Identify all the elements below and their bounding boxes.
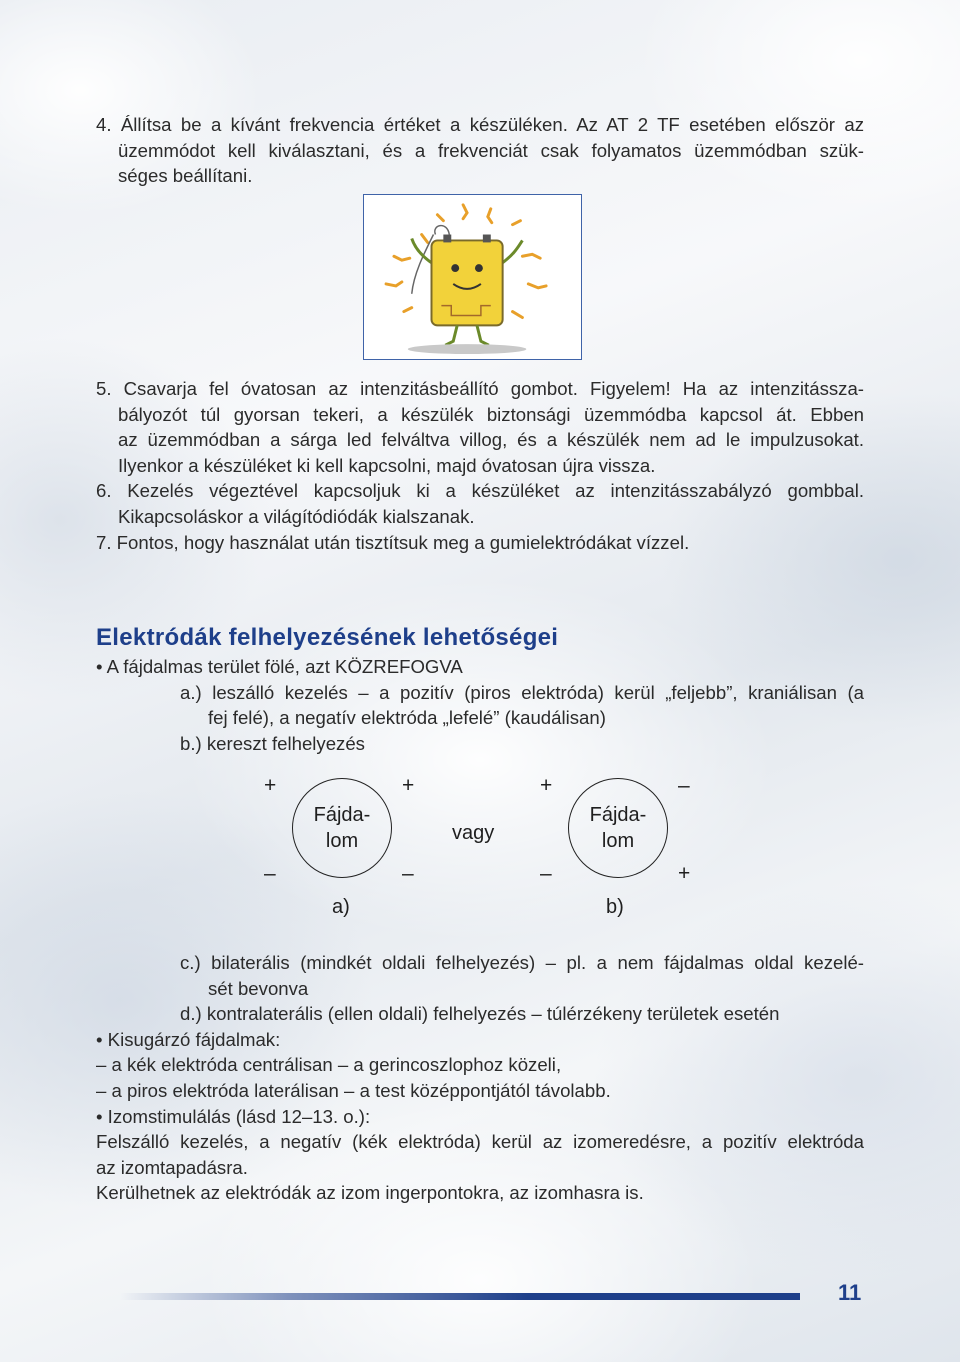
- bullet-muscle-stimulation: • Izomstimulálás (lásd 12–13. o.):: [96, 1105, 371, 1127]
- diagram-a-label: a): [332, 896, 350, 918]
- left-leg: [445, 325, 457, 345]
- diagram-b-circle-line-2: lom: [601, 830, 635, 852]
- step-5-line-2: bályozót túl gyorsan tekeri, a készülék biztonsági üzemmódba kapcsol át. Ebben: [118, 403, 864, 425]
- muscle-paragraph-line-2: az izomtapadásra.: [96, 1156, 248, 1178]
- diagram-b-top-right: –: [678, 774, 690, 797]
- diagram-b-bottom-left: –: [540, 862, 552, 885]
- device-illustration: [363, 194, 582, 360]
- step-4-paragraph: [96, 112, 864, 189]
- option-d-line-1: d.) kontralaterális (ellen oldali) felhelyezés – túlérzékeny területek esetén: [180, 1003, 780, 1025]
- eye-left: [451, 264, 459, 272]
- option-c-line-2: sét bevonva: [208, 977, 309, 999]
- diagram-b-top-left: +: [540, 774, 553, 797]
- step-5-line-1: 5. Csavarja fel óvatosan az intenzitásbeállító gombot. Figyelem! Ha az intenzitássza-: [96, 378, 864, 399]
- terminal-right: [483, 235, 491, 243]
- diagram-or-label: vagy: [452, 822, 495, 844]
- dash-blue-electrode: – a kék elektróda centrálisan – a gerincoszlophoz közeli,: [96, 1054, 562, 1076]
- diagram-a-bottom-right: –: [402, 862, 414, 885]
- diagram-a-top-left: +: [264, 774, 277, 797]
- step-7-line-1: 7. Fontos, hogy használat után tisztítsuk meg a gumielektródákat vízzel.: [96, 531, 690, 553]
- device-body: [432, 240, 503, 325]
- page-number: 11: [838, 1280, 862, 1305]
- dash-red-electrode: – a piros elektróda laterálisan – a test középpontjától távolabb.: [96, 1079, 611, 1101]
- eye-right: [475, 264, 483, 272]
- placement-list-bottom: [96, 950, 864, 1206]
- option-a-line-2: fej felé), a negatív elektróda „lefelé” (kaudálisan): [208, 707, 606, 729]
- step-5-line-4: Ilyenkor a készüléket ki kell kapcsolni, majd óvatosan újra vissza.: [118, 454, 656, 476]
- electrode-diagram: [240, 770, 720, 930]
- diagram-a-pain-circle: [292, 778, 392, 878]
- diagram-b-pain-circle: [568, 778, 668, 878]
- right-arm: [501, 240, 523, 264]
- terminal-left: [443, 235, 451, 243]
- step-4-line-2: üzemmódot kell kiválasztani, és a frekvenciát csak folyamatos üzemmódban szük-: [118, 139, 864, 161]
- bullet-surround: • A fájdalmas terület fölé, azt KÖZREFOGVA: [96, 656, 463, 677]
- diagram-a-bottom-left: –: [264, 862, 276, 885]
- muscle-paragraph-line-1: Felszálló kezelés, a negatív (kék elektróda) kerül az izomeredésre, a pozitív elektróda: [96, 1131, 864, 1153]
- diagram-a-circle-line-1: Fájda-: [313, 804, 371, 826]
- steps-5-7-paragraph: [96, 376, 864, 555]
- option-b-line-1: b.) kereszt felhelyezés: [180, 732, 365, 754]
- diagram-a-top-right: +: [402, 774, 415, 797]
- step-5-line-3: az üzemmódban a sárga led felváltva villog, és a készülék nem ad le impulzusokat.: [118, 429, 864, 451]
- diagram-b-circle-line-1: Fájda-: [589, 804, 647, 826]
- diagram-a-circle-line-2: lom: [325, 830, 359, 852]
- footer-bar: [120, 1293, 800, 1300]
- cable-top: [435, 226, 449, 235]
- option-a-line-1: a.) leszálló kezelés – a pozitív (piros elektróda) kerül „feljebb”, kraniálisan (a: [180, 681, 864, 703]
- right-leg: [477, 325, 489, 345]
- motor-points-line: Kerülhetnek az elektródák az izom ingerpontokra, az izomhasra is.: [96, 1182, 644, 1204]
- step-4-line-1: 4. Állítsa be a kívánt frekvencia értéket a készüléken. Az AT 2 TF esetében először az: [96, 114, 864, 135]
- ground-shadow: [408, 344, 527, 354]
- diagram-b-bottom-right: +: [678, 862, 691, 885]
- step-6-line-2: Kikapcsoláskor a világítódiódák kialszanak.: [118, 505, 475, 527]
- diagram-b-label: b): [606, 896, 624, 918]
- bullet-radiating-pain: • Kisugárzó fájdalmak:: [96, 1028, 281, 1050]
- placement-list-top: [96, 654, 864, 756]
- step-4-line-3: séges beállítani.: [118, 165, 253, 187]
- option-c-line-1: c.) bilaterális (mindkét oldali felhelyezés) – pl. a nem fájdalmas oldal kezelé-: [180, 952, 864, 973]
- device-character-icon: [364, 195, 581, 359]
- step-6-line-1: 6. Kezelés végeztével kapcsoljuk ki a készüléket az intenzitásszabályzó gombbal.: [96, 480, 864, 502]
- section-title: Elektródák felhelyezésének lehetőségei: [96, 624, 559, 651]
